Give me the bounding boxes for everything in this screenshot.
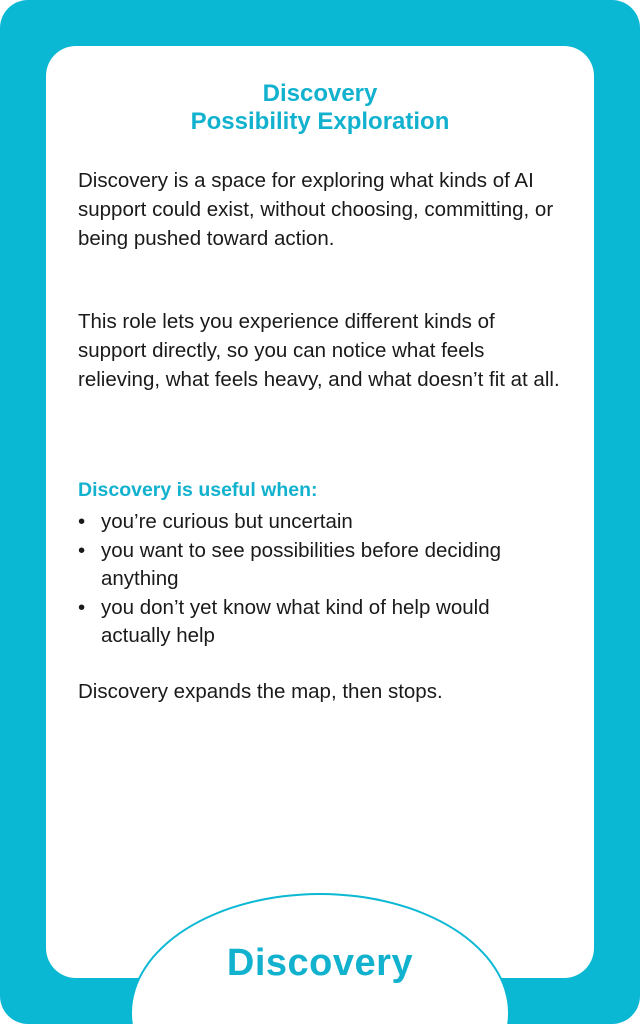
list-item-text: you don’t yet know what kind of help would actually help bbox=[101, 595, 490, 647]
title-line-2: Possibility Exploration bbox=[190, 108, 450, 135]
list-item bbox=[78, 508, 558, 537]
card-title bbox=[0, 80, 640, 136]
title-line-1: Discovery bbox=[262, 80, 378, 107]
useful-when-heading: Discovery is useful when: bbox=[78, 479, 318, 501]
bullet-icon: • bbox=[78, 538, 86, 562]
role-description-paragraph: This role lets you experience different kinds of support directly, so you can notice what feels relieving, what feels heavy, and what doesn’t fit at all. bbox=[78, 310, 560, 391]
list-item bbox=[78, 537, 558, 594]
list-item-text: you’re curious but uncertain bbox=[101, 510, 353, 533]
closing-paragraph: Discovery expands the map, then stops. bbox=[78, 680, 443, 703]
intro-paragraph: Discovery is a space for exploring what kinds of AI support could exist, without choosing, committing, or being pushed toward action. bbox=[78, 169, 554, 250]
bullet-icon: • bbox=[78, 510, 86, 533]
list-item-text: you want to see possibilities before deciding anything bbox=[101, 538, 501, 590]
useful-when-list bbox=[78, 508, 558, 651]
bullet-icon: • bbox=[78, 595, 86, 619]
footer-label: Discovery bbox=[226, 942, 414, 984]
list-item bbox=[78, 594, 558, 651]
